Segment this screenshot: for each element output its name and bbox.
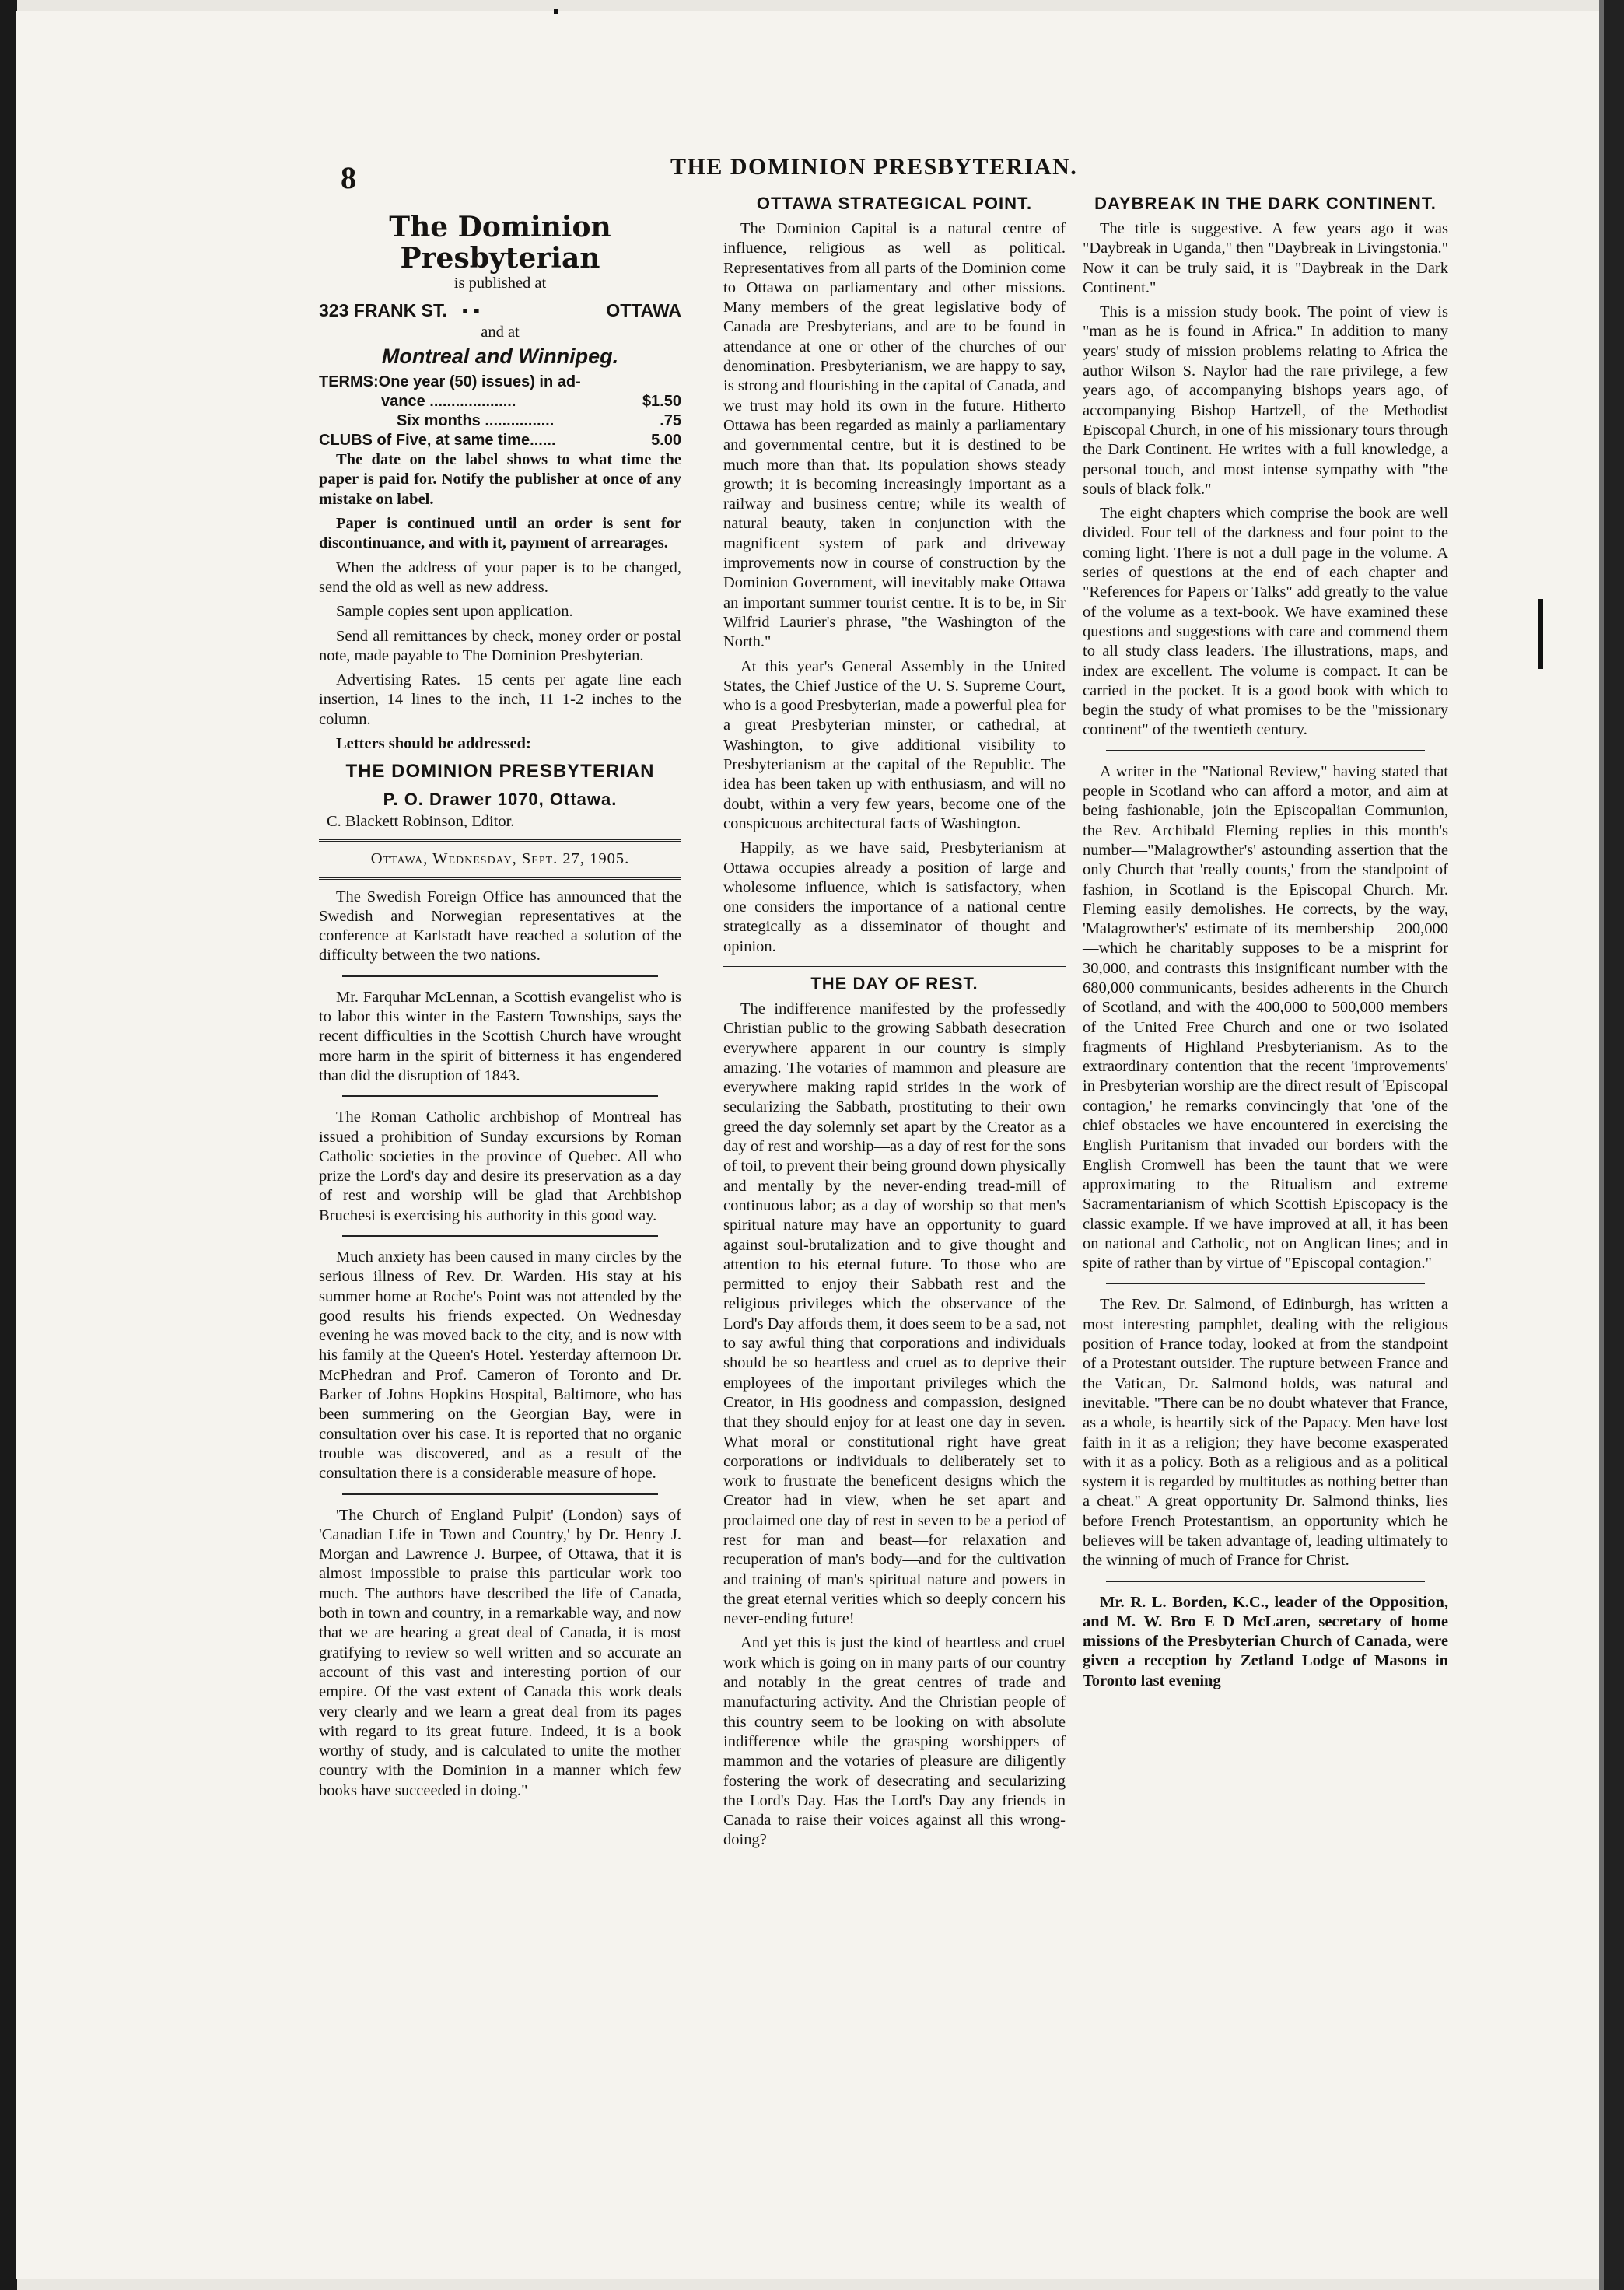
notice-continuance: Paper is continued until an order is sent for discontinuance, and with it, payment of arrearages. bbox=[319, 515, 681, 552]
notice-remittance: Send all remittances by check, money order or postal note, made payable to The Dominion Presbyterian. bbox=[319, 627, 681, 664]
item-borden: Mr. R. L. Borden, K.C., leader of the Opposition, and M. W. Bro E D McLaren, secretary of home missions of the Presbyterian Church of Canada, were given a reception by Zetland Lodge of Masons in Toronto last evening bbox=[1083, 1593, 1448, 1689]
and-at: and at bbox=[481, 323, 520, 341]
ottawa-paragraph-2: At this year's General Assembly in the United States, the Chief Justice of the U. S. Supreme Court, who is a good Presbyterian, made a powerful plea for a great Presbyterian minster, or cathedral, at Washington, to give additional visibility to Presbyterianism at the capital of the Republic. The idea has been taken up with enthusiasm, and will no doubt, within a very few years, become one of the conspicuous architectural facts of Washington. bbox=[723, 657, 1066, 832]
terms-label: CLUBS of Five, at same time...... bbox=[319, 432, 556, 450]
item-mclennan: Mr. Farquhar McLennan, a Scottish evangelist who is to labor this winter in the Eastern Townships, says the recent difficulties in the Scottish Church have wrought more harm in the spirit of bitterness it has engendered than did the disruption of 1843. bbox=[319, 988, 681, 1084]
daybreak-paragraph-2: This is a mission study book. The point of view is "man as he is found in Africa." In addition to many years' study of mission problems relating to Africa the author Wilson S. Naylor had the rare privilege, a few years ago, of accompanying bishops years ago, of accompanying Bishop Hartzell, of the Methodist Episcopal Church, in one of his missionary tours through the Dark Continent. He writes with a full knowledge, a personal touch, and most intense sympathy with "the souls of black folk." bbox=[1083, 303, 1448, 498]
editor-credit: C. Blackett Robinson, Editor. bbox=[327, 812, 515, 830]
scan-speck bbox=[554, 9, 558, 14]
notice-sample: Sample copies sent upon application. bbox=[336, 603, 573, 621]
paper-name: The Dominion Presbyterian bbox=[389, 211, 611, 275]
item-pulpit: 'The Church of England Pulpit' (London) says of 'Canadian Life in Town and Country,' by Dr. Henry J. Morgan and Lawrence J. Burpee, of Ottawa, that it is almost impossible to praise this particular work too much. The authors have described the life of Canada, both in town and country, in a remarkable way, and now that we are hearing a great deal of Canada, it is most gratifying to review so well written and so accurate an account of this vast and interesting portion of our empire. Of the vast extent of Canada this work deals very clearly and we learn a great deal from its pages with regard to its great future. Indeed, it is a book worthy of study, and is calculated to unite the mother country with the Dominion in a manner which few books have succeeded in doing." bbox=[319, 1506, 681, 1799]
terms-price: 5.00 bbox=[651, 432, 681, 450]
notice-letters: Letters should be addressed: bbox=[336, 735, 531, 753]
item-salmond: The Rev. Dr. Salmond, of Edinburgh, has written a most interesting pamphlet, dealing with the religious position of France today, looked at from the standpoint of a Protestant outsider. The rupture between France and the Vatican, Dr. Salmond holds, was natural and inevitable. "There can be no doubt whatever that France, as a whole, is heartily sick of the Papacy. Men have lost faith in it as a religion; they have become exasperated with it as a policy. Both as a religious and as a political system it is regarded by multitudes as nothing better than a cheat." A great opportunity Dr. Salmond thinks, lies before French Protestantism, an opportunity which he believes will be taken advantage of, leading ultimately to the winning of much of France for Christ. bbox=[1083, 1296, 1448, 1570]
scan-left-edge bbox=[0, 0, 17, 2290]
terms-row-clubs bbox=[319, 431, 681, 450]
rule bbox=[1106, 1581, 1425, 1582]
terms-line: TERMS:One year (50) issues) in ad- bbox=[319, 373, 581, 391]
item-swedish: The Swedish Foreign Office has announced that the Swedish and Norwegian representatives at the conference at Karlstadt have reached a solution of the difficulty between the two nations. bbox=[319, 888, 681, 965]
rule bbox=[1106, 750, 1425, 751]
rule bbox=[342, 975, 658, 977]
notice-advertising: Advertising Rates.—15 cents per agate line each insertion, 14 lines to the inch, 11 1-2 inches to the column. bbox=[319, 671, 681, 728]
scan-right-edge bbox=[1604, 0, 1624, 2290]
rule bbox=[1106, 1283, 1425, 1284]
published-at: is published at bbox=[453, 275, 547, 292]
rule bbox=[342, 1493, 658, 1495]
column-1 bbox=[319, 194, 681, 1805]
notice-label: The date on the label shows to what time the paper is paid for. Notify the publisher at once of any mistake on label. bbox=[319, 451, 681, 508]
item-warden: Much anxiety has been caused in many circles by the serious illness of Rev. Dr. Warden. His stay at his summer home at Roche's Point was not attended by the good results his friends expected. On Wednesday evening he was moved back to the city, and is now with his family at the Queen's Hotel. Yesterday afternoon Dr. McPhedran and Prof. Cameron of Toronto and Dr. Barker of Johns Hopkins Hospital, Baltimore, who has been summering on the Georgian Bay, were in consultation over his case. It is reported that no organic trouble was discovered, and as a result of the consultation there is a considerable measure of hope. bbox=[319, 1248, 681, 1483]
daybreak-paragraph-3: The eight chapters which comprise the book are well divided. Four tell of the darkness and four point to the coming light. There is not a dull page in the volume. A series of questions at the end of each chapter and "References for Papers or Talks" add greatly to the value of the volume as a text-book. We have examined these questions and suggestions with care and commend them to all study class leaders. The illustrations, maps, and index are excellent. The volume is compact. It can be carried in the pocket. It is a good book with which to begin the study of what promises to be the "missionary continent" of the twentieth century. bbox=[1083, 505, 1448, 739]
terms-price: .75 bbox=[660, 412, 681, 430]
rest-paragraph-2: And yet this is just the kind of heartless and cruel work which is going on in many parts of our country and notably in the great centres of trade and manufacturing activity. And the Christian people of this country seem to be looking on with absolute indifference while the grasping worshippers of mammon and the votaries of pleasure are diligently fostering the work of desecrating and secularizing the Lord's Day. Has the Lord's Day any friends in Canada to raise their voices against all this wrong-doing? bbox=[723, 1634, 1066, 1849]
notice-address: When the address of your paper is to be changed, send the old as well as new address. bbox=[319, 558, 681, 596]
item-national-review: A writer in the "National Review," having stated that people in Scotland who can afford a motor, and aim at being fashionable, join the Episcopalian Communion, the Rev. Archibald Fleming replies in this month's number—"Malagrowther's' astounding assertion that the only Church that 'really counts,' from the standpoint of fashion, in Scotland is the Episcopal Church. Mr. Fleming easily demolishes. He corrects, by the way, 'Malagrowther's' estimate of its membership —200,000—which he charitably supposes to be a misprint for 30,000, and contrasts this insignificant number with the 680,000 communicants, besides adherents in the Church of Scotland, and with the 400,000 to 500,000 members of the United Free Church and one or two isolated fragments of Highland Presbyterianism. As to the extraordinary contention that the recent 'improvements' in Presbyterian worship are the direct result of 'Episcopal contagion,' he remarks convincingly that 'one of the chief obstacles we have encountered in exercising the English Puritanism that invaded our borders with the English Cromwell has been the taunt that we were approximating to the Ritualism and extreme Sacramentarianism of which Scottish Episcopacy is the classic example. If we have improved at all, it has been on national and Catholic, not on Anglican lines; and in spite of rather than by virtue of "Episcopal contagion." bbox=[1083, 762, 1448, 1273]
office-address bbox=[319, 301, 681, 320]
scan-mark bbox=[1538, 599, 1543, 669]
masthead: THE DOMINION PRESBYTERIAN. bbox=[670, 154, 1078, 180]
address-city: OTTAWA bbox=[606, 300, 681, 321]
terms-row-year bbox=[319, 392, 681, 411]
ottawa-paragraph-3: Happily, as we have said, Presbyterianism at Ottawa occupies already a position of large and wholesome influence, which is satisfactory, when one considers the importance of a national centre strategically as a disseminator of thought and opinion. bbox=[723, 839, 1066, 955]
daybreak-paragraph-1: The title is suggestive. A few years ago it was "Daybreak in Uganda," then "Daybreak in Livingstonia." Now it can be truly said, it is "Daybreak in the Dark Continent." bbox=[1083, 220, 1448, 296]
ottawa-paragraph-1: The Dominion Capital is a natural centre of influence, religious as well as political. Representatives from all parts of the Dominion come to Ottawa on parliamentary and other missions. Many members of the great legislative body of Canada are Presbyterians, and are to be found in attendance at one or other of the churches of our denomination. Presbyterianism, we are happy to say, is strong and flourishing in the capital of Canada, and we trust may hold its own in the future. Hitherto Ottawa has been regarded as mainly a parliamentary and governmental centre, but it is destined to be much more than that. Its population shows steady growth; it is becoming increasingly important as a railway and business centre; while its wealth of natural beauty, taken in conjunction with the magnificent system of park and driveway improvements now in course of construction by the Dominion Government, will inevitably make Ottawa an important summer tourist centre. It is to be, in Sir Wilfrid Laurier's phrase, "the Washington of the North." bbox=[723, 220, 1066, 651]
terms-label: Six months ................ bbox=[397, 412, 555, 430]
terms-label: vance .................... bbox=[381, 393, 516, 411]
rule bbox=[723, 965, 1066, 967]
rule bbox=[342, 1095, 658, 1097]
terms-row-six bbox=[319, 411, 681, 431]
drawer-address: P. O. Drawer 1070, Ottawa. bbox=[383, 789, 618, 809]
subscription-terms bbox=[319, 373, 681, 450]
rule bbox=[342, 1235, 658, 1237]
heading-daybreak: DAYBREAK IN THE DARK CONTINENT. bbox=[1094, 194, 1437, 213]
column-2 bbox=[723, 194, 1066, 1855]
rule bbox=[319, 839, 681, 842]
column-3 bbox=[1083, 194, 1448, 1696]
rest-paragraph-1: The indifference manifested by the professedly Christian public to the growing Sabbath desecration everywhere apparent in our country is simply amazing. The votaries of mammon and pleasure are everywhere making rapid strides in the work of secularizing the Sabbath, prostituting to their own greed the day solemnly set apart by the Creator as a day of rest and worship—as a day of rest for the sons of toil, to prevent their being ground down physically and mentally by the never-ending tread-mill of continuous labor; as a day of worship so that men's spiritual nature may have an opportunity to guard against soul-brutalization and to give thought and attention to his eternal future. To those who are permitted to enjoy their Sabbath rest and the religious privileges which the observance of the Lord's Day affords them, it does seem to be a sad, not to say awful thing that corporations and individuals should be so heartless and cruel as to deprive their employees of the important privileges which the Creator, in His goodness and compassion, designed that they should enjoy for at least one day in seven. What moral or constitutional right have great corporations or individuals to deliberately set to work to frustrate the beneficent designs which the Creator had in view, when he set apart and proclaimed one day of rest in seven to be a period of rest for man and beast—for relaxation and recuperation of man's body—and for the cultivation and training of man's spiritual nature and powers in the great eternal verities which so deeply concern his never-ending future! bbox=[723, 1000, 1066, 1628]
rule bbox=[319, 877, 681, 880]
heading-day-of-rest: THE DAY OF REST. bbox=[810, 973, 978, 993]
item-catholic: The Roman Catholic archbishop of Montreal has issued a prohibition of Sunday excursions by Roman Catholic societies in the province of Quebec. All who prize the Lord's day and desire its preservation as a day of rest and worship will be glad that Archbishop Bruchesi is exercising his authority in this good way. bbox=[319, 1108, 681, 1224]
page-number: 8 bbox=[341, 160, 356, 195]
terms-price: $1.50 bbox=[642, 393, 681, 411]
dateline: Ottawa, Wednesday, Sept. 27, 1905. bbox=[370, 850, 630, 868]
address-street: 323 FRANK ST. bbox=[319, 300, 447, 321]
heading-ottawa: OTTAWA STRATEGICAL POINT. bbox=[756, 194, 1033, 213]
branch-cities: Montreal and Winnipeg. bbox=[381, 344, 619, 368]
addressee: THE DOMINION PRESBYTERIAN bbox=[345, 761, 655, 783]
address-separator: ▪ ▪ bbox=[462, 300, 480, 321]
